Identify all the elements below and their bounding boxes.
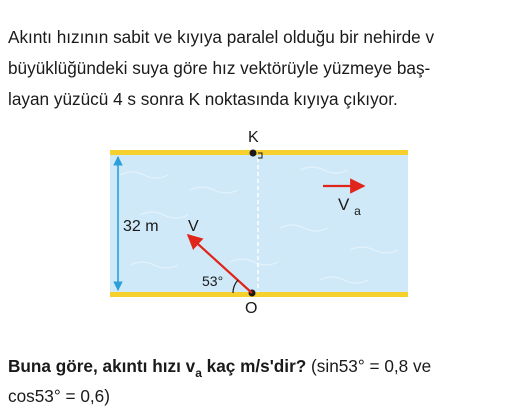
question-given-1: (sin53° = 0,8 ve [306,356,432,376]
current-label-sub: a [354,204,361,218]
width-label: 32 m [123,218,159,235]
question-line-2: cos53° = 0,6) [8,386,110,406]
problem-line-3: layan yüzücü 4 s sonra K noktasında kıyıya çıkıyor. [8,89,398,109]
point-k-label: K [248,129,259,146]
question [8,352,513,410]
question-bold-2: kaç m/s'dir? [201,356,307,376]
point-k-dot [250,150,257,157]
point-o-label: O [245,300,258,317]
bottom-bank [110,292,408,297]
question-line-1 [8,352,513,382]
problem-line-2: büyüklüğündeki suya göre hız vektörüyle yüzmeye baş- [8,58,431,78]
current-label-v: V [338,195,350,214]
question-bold-1: Buna göre, akıntı hızı v [8,356,196,376]
question-subscript: a [195,366,202,380]
angle-label: 53° [202,273,224,289]
velocity-label: V [188,218,199,235]
problem-line-1: Akıntı hızının sabit ve kıyıya paralel olduğu bir nehirde v [8,27,435,47]
